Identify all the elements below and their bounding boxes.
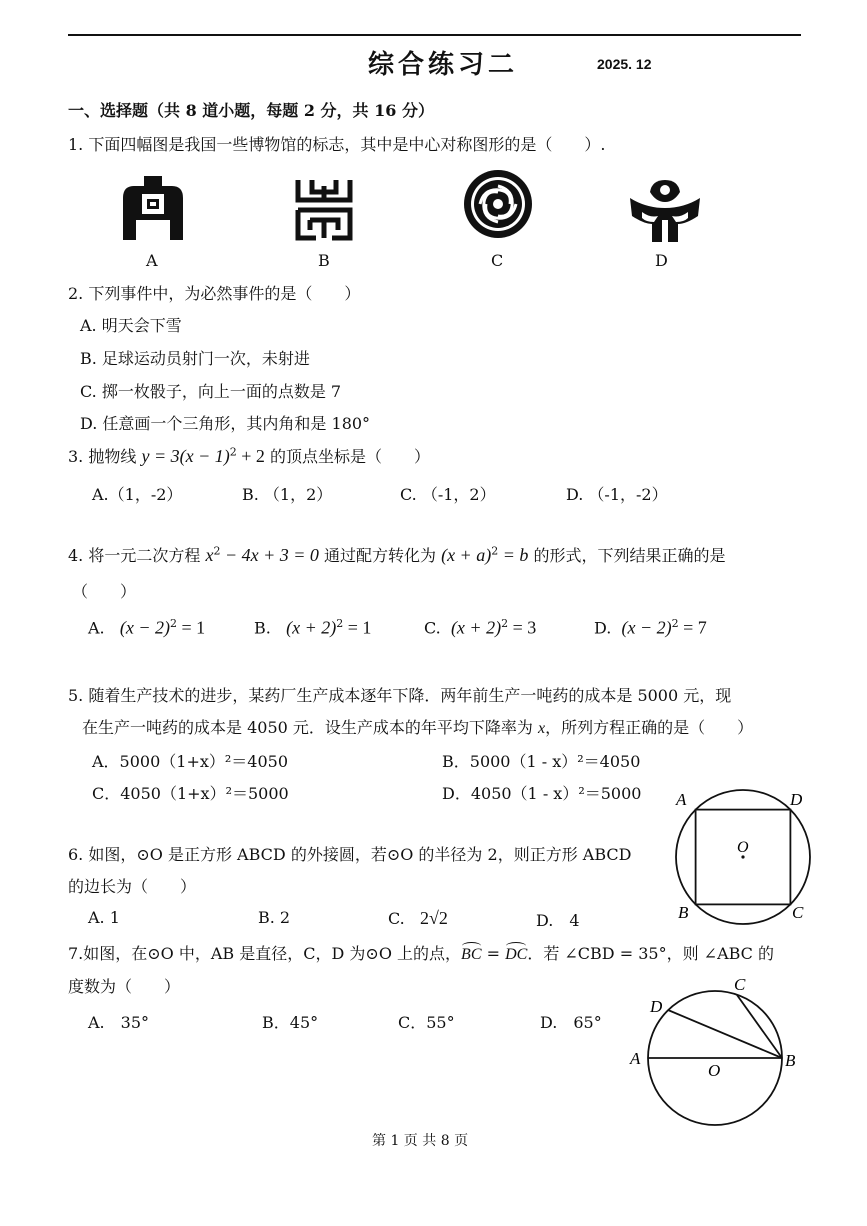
q5-option-d: D．4050（1 - x）²＝5000	[442, 784, 642, 803]
q7-line1: 7.如图，在⊙O 中，AB 是直径，C，D 为⊙O 上的点，BC = DC．若 ∠CBD = 35°，则 ∠ABC 的	[68, 944, 775, 963]
museum-logo-a-icon	[118, 168, 188, 243]
header-rule	[68, 34, 801, 36]
q6-option-c: C. 2√2	[388, 908, 448, 928]
q7-arc-dc: DC	[505, 946, 528, 963]
q6-line2: 的边长为（ ）	[68, 877, 197, 896]
q3-formula: y = 3(x − 1)	[141, 446, 230, 466]
q4-stem: 4. 将一元二次方程 $x^2 - 4x + 3 = 0$ 通过配方转化为 $(x + a)^2 = b$ 的形式，下列结果正确的是	[68, 544, 726, 565]
q4-option-d: D. $(x - 2)^2 = 7$	[594, 617, 707, 638]
q7-option-c: C．55°	[398, 1013, 455, 1032]
q2-option-a: A. 明天会下雪	[80, 316, 182, 335]
q5-option-a: A．5000（1+x）²＝4050	[92, 752, 289, 771]
q1-label-d: D	[655, 251, 668, 270]
q4-option-a: A. $(x - 2)^2 = 1$	[88, 617, 206, 638]
q1-label-b: B	[318, 251, 330, 270]
q7-line2: 度数为（ ）	[68, 977, 181, 996]
q2-option-d: D. 任意画一个三角形，其内角和是 180°	[80, 414, 371, 433]
q4-option-b: B. $(x + 2)^2 = 1$	[254, 617, 372, 638]
q6-label-c: C	[792, 903, 804, 922]
q6-label-d: D	[790, 790, 803, 809]
q5-option-c: C．4050（1+x）²＝5000	[92, 784, 289, 803]
q5-line1: 5. 随着生产技术的进步，某药厂生产成本逐年下降．两年前生产一吨药的成本是 5000 元，现	[68, 686, 732, 705]
q6-label-o: O	[737, 839, 749, 856]
museum-logo-c-icon	[462, 168, 534, 240]
q1-stem: 1. 下面四幅图是我国一些博物馆的标志，其中是中心对称图形的是（ ）.	[68, 135, 606, 154]
museum-logo-d-icon	[628, 178, 702, 244]
q3-option-b: B. （1，2）	[242, 485, 333, 504]
q7-label-a: A	[630, 1049, 641, 1068]
q6-option-a: A. 1	[88, 908, 120, 927]
q3-option-c: C. （-1，2）	[400, 485, 496, 504]
q6-line1: 6. 如图，⊙O 是正方形 ABCD 的外接圆，若⊙O 的半径为 2，则正方形 ABCD	[68, 845, 632, 864]
q2-stem: 2. 下列事件中，为必然事件的是（ ）	[68, 284, 361, 303]
q2-option-c: C. 掷一枚骰子，向上一面的点数是 7	[80, 382, 342, 401]
q7-label-b: B	[785, 1051, 796, 1070]
q7-label-d: D	[650, 997, 663, 1016]
q6-option-b: B. 2	[258, 908, 291, 927]
q4-option-c: C. $(x + 2)^2 = 3$	[424, 617, 537, 638]
q5-option-b: B．5000（1 - x）²＝4050	[442, 752, 641, 771]
q5-line2: 在生产一吨药的成本是 4050 元．设生产成本的年平均下降率为 x，所列方程正确的是（ ）	[82, 718, 754, 737]
q6-option-d: D. 4	[536, 911, 580, 930]
q3-option-d: D. （-1，-2）	[566, 485, 668, 504]
q4-paren: （ ）	[72, 582, 137, 601]
page-title: 综合练习二	[368, 50, 519, 80]
q1-label-c: C	[491, 251, 504, 270]
q6-label-a: A	[676, 790, 687, 809]
page-date: 2025. 12	[597, 56, 652, 72]
q7-option-d: D. 65°	[540, 1013, 602, 1032]
q3-stem: 3. 抛物线 $y = 3(x - 1)^2 + 2$ 的顶点坐标是（ ）	[68, 445, 430, 466]
q7-label-o: O	[708, 1061, 721, 1080]
section-heading: 一、选择题（共 8 道小题，每题 2 分，共 16 分）	[68, 101, 434, 120]
q7-arc-bc: BC	[461, 946, 482, 963]
q2-option-b: B. 足球运动员射门一次，未射进	[80, 349, 310, 368]
q7-option-a: A. 35°	[88, 1013, 150, 1032]
q7-circle-figure	[628, 972, 803, 1132]
q7-label-c: C	[734, 975, 746, 994]
q6-label-b: B	[678, 903, 689, 922]
q7-option-b: B．45°	[262, 1013, 319, 1032]
q6-circle-square-figure	[670, 785, 815, 930]
q1-label-a: A	[146, 251, 158, 270]
museum-logo-b-icon	[292, 176, 356, 242]
page-footer: 第 1 页 共 8 页	[372, 1133, 469, 1149]
q3-option-a: A.（1，-2）	[92, 485, 183, 504]
